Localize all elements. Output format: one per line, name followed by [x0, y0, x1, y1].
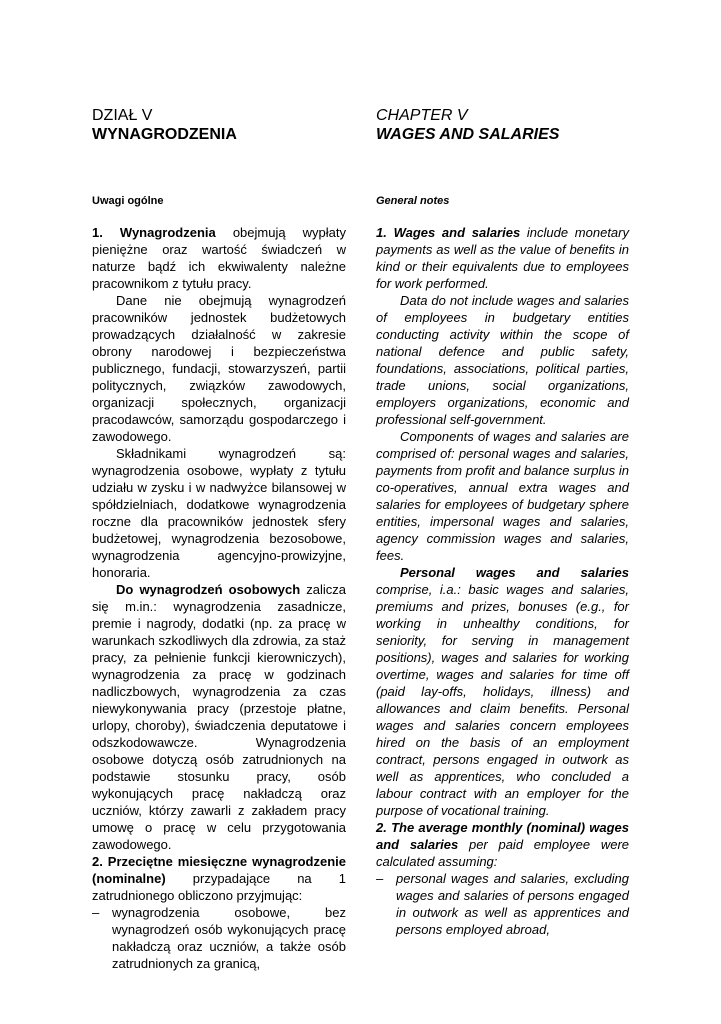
general-notes-heading-pl: Uwagi ogólne — [92, 195, 164, 207]
paragraph-4-pl — [92, 581, 346, 853]
paragraph-2-pl: Dane nie obejmują wynagrodzeń pracowników jednostek budżetowych prowadzących działalność w zakresie obrony narodowej i bezpieczeństwa publicznego, fundacji, stowarzyszeń, partii politycznych, związków zawodowych, organizacji społecznych, organizacji pracodawców, samorządu gospodarczego i zawodowego. — [92, 293, 346, 444]
dash-marker-pl: – — [92, 905, 100, 920]
dash-item-1-text-pl: wynagrodzenia osobowe, bez wynagrodzeń osób wykonujących pracę nakładczą oraz uczniów, a także osób zatrudnionych za granicą, — [112, 905, 346, 971]
chapter-label-en: CHAPTER V — [376, 107, 468, 124]
paragraph-4-text-pl: zalicza się m.in.: wynagrodzenia zasadnicze, premie i nagrody, dodatki (np. za pracę w warunkach szkodliwych dla zdrowia, za staż pracy, za pełnienie funkcji kierowniczych), wynagrodzenia za pracę w godzinach nadliczbowych, wynagrodzenia za czas niewykonywania pracy (przestoje płatne, urlopy, choroby), świadczenia deputatowe i odszkodowawcze. Wynagrodzenia osobowe dotyczą osób zatrudnionych na podstawie stosunku pracy, osób wykonujących pracę nakładczą oraz uczniów, którzy zawarli z zakładem pracy umowę o pracę w celu przygotowania zawodowego. — [92, 582, 346, 852]
paragraph-1-term-pl: Wynagrodzenia — [119, 225, 216, 240]
paragraph-1-en — [376, 224, 629, 292]
paragraph-5-pl — [92, 853, 346, 904]
chapter-label-pl: DZIAŁ V — [92, 107, 153, 124]
english-column — [376, 106, 629, 938]
dash-marker-en: – — [376, 871, 384, 886]
paragraph-4-text-en: comprise, i.a.: basic wages and salaries, premiums and prizes, bonuses (e.g., for working in unhealthy conditions, for seniority, for serving in management positions), wages and salaries for working overtime, wages and salaries for time off (paid lay-offs, holidays, illness) and allowances and claim benefits. Personal wages and salaries concern employees hired on the basis of an employment contract, persons engaged in outwork as well as apprentices, who concluded a labour contract with an employer for the purpose of vocational training. — [376, 582, 629, 818]
paragraph-1-text-pl: obejmują wypłaty pieniężne oraz wartość świadczeń w naturze bądź ich ekwiwalenty należne pracownikom z tytułu pracy. — [92, 225, 346, 291]
paragraph-4-term-en: Personal wages and salaries — [400, 565, 629, 580]
dash-item-1-text-en: personal wages and salaries, excluding wages and salaries of persons engaged in outwork as well as apprentices and persons employed abroad, — [396, 871, 629, 937]
body-text-en — [376, 224, 629, 938]
paragraph-5-term-pl: 2. Przeciętne miesięczne wynagrodzenie (nominalne) — [92, 854, 346, 886]
body-text-pl — [92, 224, 346, 972]
paragraph-1-number-pl: 1. — [92, 225, 103, 240]
paragraph-2-en: Data do not include wages and salaries of employees in budgetary entities conducting activity within the scope of national defence and public safety, foundations, associations, political parties, trade unions, social organizations, employers organizations, economic and professional self-government. — [376, 293, 629, 427]
general-notes-heading-en: General notes — [376, 195, 450, 207]
dash-item-1-pl — [92, 904, 346, 972]
paragraph-5-en — [376, 819, 629, 870]
paragraph-5-text-en: per paid employee were calculated assuming: — [376, 837, 630, 869]
paragraph-1-term-en: Wages and salaries — [393, 225, 521, 240]
paragraph-1-pl — [92, 224, 346, 292]
paragraph-3-pl: Składnikami wynagrodzeń są: wynagrodzenia osobowe, wypłaty z tytułu udziału w zysku i w nadwyżce bilansowej w spółdzielniach, dodatkowe wynagrodzenia roczne dla pracowników jednostek sfery budżetowej, wynagrodzenia bezosobowe, wynagrodzenia agencyjno-prowizyjne, honoraria. — [92, 446, 346, 580]
paragraph-5-text-pl: przypadające na 1 zatrudnionego obliczono przyjmując: — [92, 871, 346, 903]
paragraph-1-text-en: include monetary payments as well as the value of benefits in kind or their equivalents due to employees for work performed. — [376, 225, 629, 291]
polish-column — [92, 106, 346, 972]
paragraph-3-en: Components of wages and salaries are comprised of: personal wages and salaries, payments from profit and balance surplus in co-operatives, annual extra wages and salaries for employees of budgetary sphere entities, impersonal wages and salaries, agency commission wages and salaries, fees. — [376, 429, 629, 563]
paragraph-4-term-pl: Do wynagrodzeń osobowych — [116, 582, 301, 597]
chapter-title-en: WAGES AND SALARIES — [376, 126, 560, 143]
paragraph-4-en — [376, 564, 629, 819]
paragraph-1-number-en: 1. — [376, 225, 387, 240]
dash-item-1-en — [376, 870, 629, 938]
chapter-title-pl: WYNAGRODZENIA — [92, 126, 237, 143]
paragraph-5-term-en: 2. The average monthly (nominal) wages and salaries — [376, 820, 629, 852]
